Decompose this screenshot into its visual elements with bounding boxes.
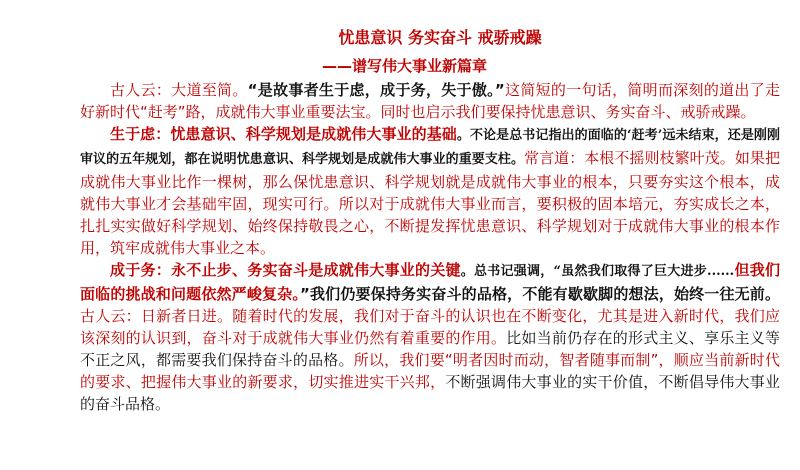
- paragraph-3-text-a: ”我们仍要保持务实奋斗的品格，不能有歇歇脚的想法，始终一往无前。: [299, 285, 780, 303]
- paragraph-cheng-yu-wu: [80, 259, 780, 415]
- paragraph-intro: [80, 79, 780, 123]
- paragraph-3-text-d: 不断强调伟大事业的实干价值，不断倡导伟大事业的奋斗品格。: [80, 373, 780, 413]
- paragraph-3-text-b: 比如当前仍存在的形式主义、享乐主义等不正之风，都需要我们保持奋斗的品格。: [80, 329, 780, 369]
- intro-quote-lead: 古人云：大道至简。: [110, 81, 248, 99]
- paragraph-3-quote-red: 但我们面临的挑战和问题依然严峻复杂。: [80, 261, 780, 303]
- paragraph-3-text-c: 所以，我们要“明者因时而动，智者随事而制”，顺应当前新时代的要求、把握伟大事业的新要求，切实推进实干兴邦，: [80, 351, 780, 391]
- paragraph-sheng-yu-lv: [80, 123, 780, 259]
- document-page: [80, 28, 780, 415]
- paragraph-3-saying: 古人云：日新者日进。随着时代的发展，我们对于奋斗的认识也在不断变化，尤其是进入新时代，我们应该深刻的认识到，奋斗对于成就伟大事业仍然有着重要的作用。: [80, 307, 780, 347]
- document-subtitle: ——谱写伟大事业新篇章: [322, 57, 488, 75]
- intro-body: 这简短的一句话，简明而深刻的道出了走好新时代“赶考”路，成就伟大事业重要法宝。同时也启示我们要保持忧患意识、务实奋斗、戒骄戒躁。: [80, 81, 780, 121]
- section-heading-sheng-yu-lv: 生于虑：忧患意识、科学规划是成就伟大事业的基础: [110, 125, 457, 143]
- section-heading-cheng-yu-wu: 成于务：永不止步、务实奋斗是成就伟大事业的关键: [110, 261, 461, 279]
- paragraph-2-text-b: 如果把成就伟大事业比作一棵树，那么保忧患意识、科学规划就是成就伟大事业的根本，只要夯实这个根本，成就伟大事业才会基础牢固，现实可行。所以对于成就伟大事业而言，要积极的固本培元，夯实成长之本，扎扎实实做好科学规划、始终保持敬畏之心，不断提发挥忧患意识、科学规划对于成就伟大事业的根本作用，筑牢成就伟大事业之本。: [80, 149, 780, 257]
- intro-quote: “是故事者生于虑，成于务，失于傲。”: [247, 81, 505, 99]
- paragraph-2-text-a: 。不论是总书记指出的面临的‘赶考’远未结束，还是刚刚审议的五年规划，都在说明忧患意识、科学规划是成就伟大事业的重要支柱。: [80, 128, 780, 167]
- document-title: 忧患意识 务实奋斗 戒骄戒躁: [338, 28, 542, 47]
- paragraph-3-quote-start: 。总书记强调，“虽然我们取得了巨大进步......: [460, 264, 735, 279]
- paragraph-2-saying: 常言道：本根不摇则枝繁叶茂。: [524, 149, 735, 167]
